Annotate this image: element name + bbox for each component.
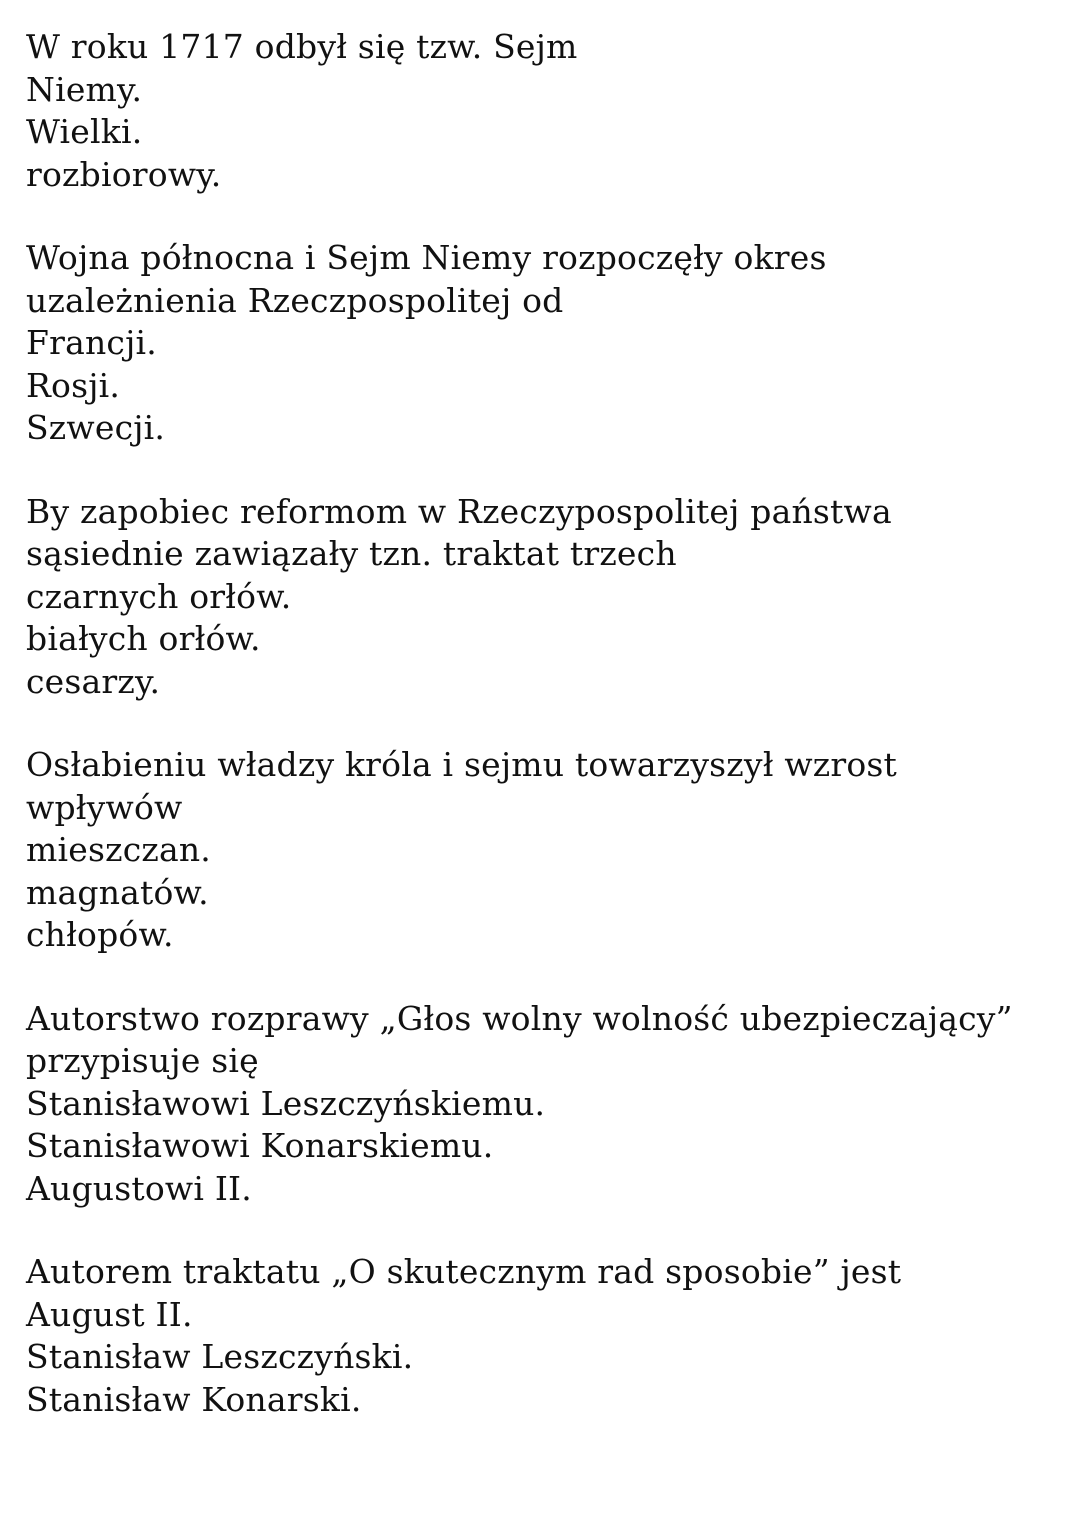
question-stem: Autorem traktatu „O skutecznym rad sposobie” jest <box>26 1252 902 1291</box>
question-stem: Wojna północna i Sejm Niemy rozpoczęły okres <box>26 238 827 277</box>
question-6 <box>26 1251 1066 1421</box>
answer-option: Francji. <box>26 323 157 362</box>
answer-option: mieszczan. <box>26 830 211 869</box>
answer-option: Stanisław Konarski. <box>26 1379 362 1419</box>
question-stem: W roku 1717 odbył się tzw. Sejm <box>26 27 578 66</box>
answer-option: Stanisławowi Konarskiemu. <box>26 1126 494 1165</box>
question-stem: przypisuje się <box>26 1041 259 1080</box>
question-4 <box>26 744 1066 957</box>
question-stem: By zapobiec reformom w Rzeczypospolitej państwa <box>26 491 892 531</box>
question-2 <box>26 237 1066 450</box>
question-3 <box>26 491 1066 704</box>
question-stem: Osłabieniu władzy króla i sejmu towarzyszył wzrost <box>26 745 897 784</box>
answer-option: chłopów. <box>26 915 174 954</box>
question-stem: sąsiednie zawiązały tzn. traktat trzech <box>26 534 677 573</box>
question-stem: wpływów <box>26 787 183 827</box>
answer-option: rozbiorowy. <box>26 154 222 194</box>
answer-option: Szwecji. <box>26 408 166 447</box>
question-1 <box>26 26 1066 196</box>
answer-option: Wielki. <box>26 112 143 151</box>
answer-option: Stanisławowi Leszczyńskiemu. <box>26 1083 546 1123</box>
quiz-document <box>26 26 1066 1462</box>
answer-option: czarnych orłów. <box>26 576 292 616</box>
answer-option: Niemy. <box>26 69 143 109</box>
answer-option: August II. <box>26 1294 193 1334</box>
question-5 <box>26 998 1066 1211</box>
question-stem: uzależnienia Rzeczpospolitej od <box>26 280 564 320</box>
answer-option: białych orłów. <box>26 619 261 658</box>
answer-option: Augustowi II. <box>26 1168 252 1208</box>
question-stem: Autorstwo rozprawy „Głos wolny wolność ubezpieczający” <box>26 998 1013 1038</box>
answer-option: magnatów. <box>26 872 209 912</box>
answer-option: Stanisław Leszczyński. <box>26 1337 414 1376</box>
answer-option: cesarzy. <box>26 661 161 701</box>
answer-option: Rosji. <box>26 365 121 405</box>
